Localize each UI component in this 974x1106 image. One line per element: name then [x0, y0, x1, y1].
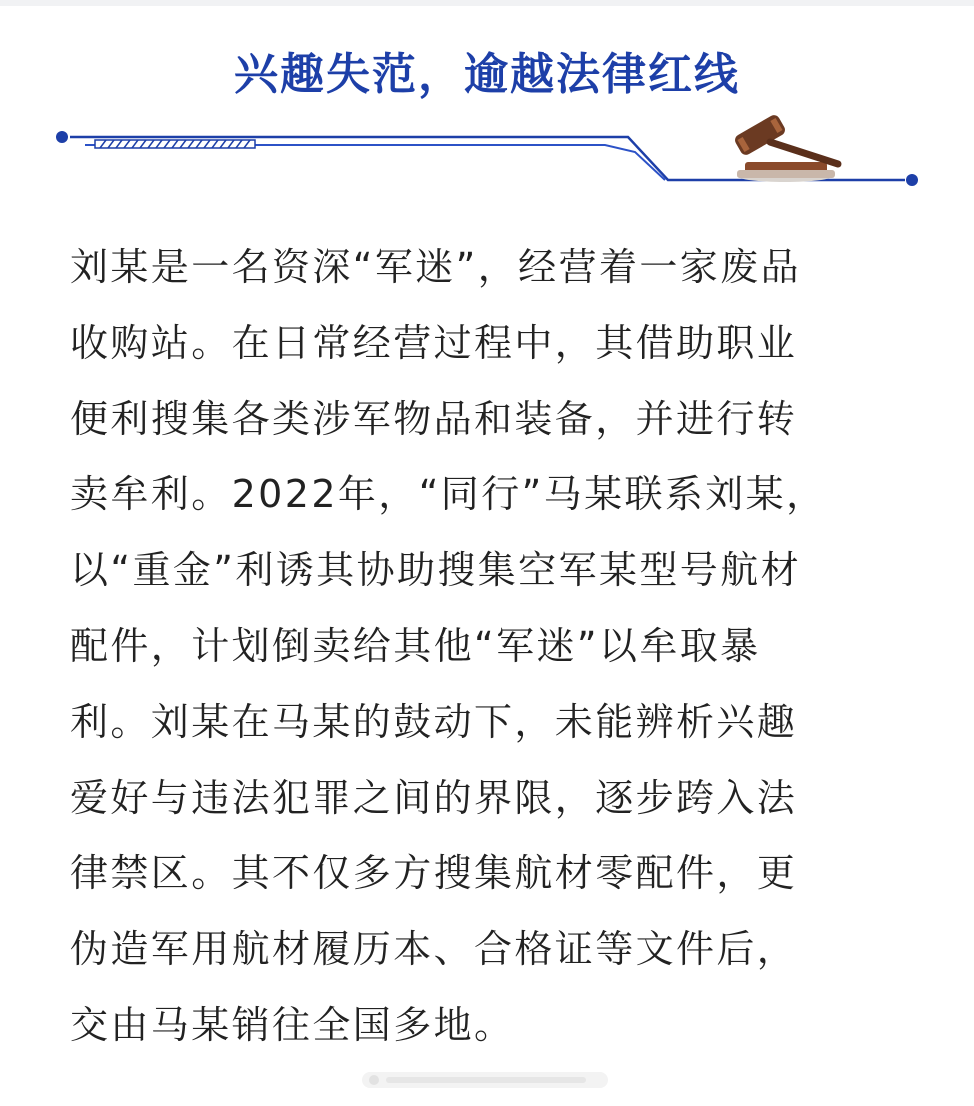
body-line: 伪造军用航材履历本、合格证等文件后，: [70, 927, 798, 972]
body-line: 以“重金”利诱其协助搜集空军某型号航材: [70, 548, 801, 593]
body-line: 利。刘某在马某的鼓动下，未能辨析兴趣: [70, 699, 798, 744]
divider-left-dot: [56, 131, 68, 143]
watermark: [360, 1068, 610, 1092]
body-line: 交由马某销往全国多地。: [70, 1002, 515, 1047]
divider-hatch-bar: [95, 140, 255, 148]
article-body: [70, 230, 910, 1064]
body-line: 收购站。在日常经营过程中，其借助职业: [70, 320, 798, 365]
top-edge: [0, 0, 974, 6]
body-line: 卖牟利。2022年，“同行”马某联系刘某，: [70, 472, 827, 517]
section-heading: 兴趣失范，逾越法律红线: [234, 49, 740, 100]
body-line: 便利搜集各类涉军物品和装备，并进行转: [70, 396, 798, 441]
heading-divider: [0, 100, 974, 200]
divider-lower-line: [85, 145, 665, 180]
gavel-icon: [733, 113, 838, 182]
divider-right-dot: [906, 174, 918, 186]
body-line: 配件，计划倒卖给其他“军迷”以牟取暴: [70, 623, 761, 668]
body-line: 律禁区。其不仅多方搜集航材零配件，更: [70, 851, 798, 896]
body-line: 刘某是一名资深“军迷”，经营着一家废品: [70, 245, 801, 289]
body-line: 爱好与违法犯罪之间的界限，逐步跨入法: [70, 775, 798, 820]
